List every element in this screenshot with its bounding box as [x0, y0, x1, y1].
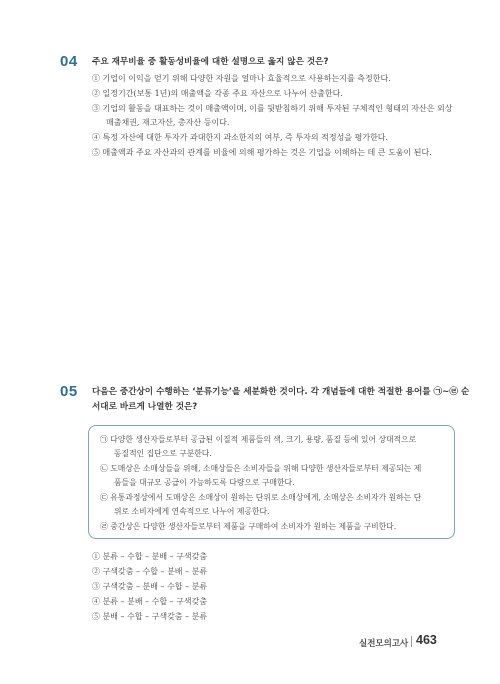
q05-option-4: ④ 분류 – 분배 – 수합 – 구색갖춤	[92, 597, 208, 606]
question-04-text: 주요 재무비율 중 활동성비율에 대한 설명으로 옳지 않은 것은?	[92, 57, 329, 67]
question-05-text-line1: 다음은 중간상이 수행하는 ‘분류기능’을 세분화한 것이다. 각 개념들에 대한 적절한 용어를 ㉠~㉣ 순	[92, 387, 470, 397]
page-number: 463	[416, 633, 437, 647]
box-item-3: ㉢ 유통과정상에서 도매상은 소매상이 원하는 단위로 소매상에게, 소매상은 소비자가 원하는 단	[100, 493, 422, 502]
question-number-04: 04	[60, 53, 78, 70]
footer-divider	[411, 636, 412, 647]
box-item-4: ㉣ 중간상은 다양한 생산자들로부터 제품을 구매하여 소비자가 원하는 제품을 구비한다.	[100, 522, 397, 531]
q04-option-1: ① 기업이 이익을 얻기 위해 다양한 자원을 얼마나 효율적으로 사용하는지를 측정한다.	[92, 74, 391, 83]
q04-option-2: ② 일정기간(보통 1년)의 매출액을 각종 주요 자산으로 나누어 산출한다.	[92, 89, 343, 98]
q05-option-3: ③ 구색갖춤 – 분배 – 수합 – 분류	[92, 582, 208, 591]
box-item-1: ㉠ 다양한 생산자들로부터 공급된 이질적 제품들의 색, 크기, 용량, 품질 등에 있어 상대적으로	[100, 435, 417, 444]
box-item-2-continued: 품들을 대규모 공급이 가능하도록 다량으로 구매한다.	[114, 478, 295, 487]
box-item-1-continued: 동질적인 집단으로 구분한다.	[114, 449, 212, 458]
footer-section-title: 실전모의고사	[359, 639, 409, 649]
box-item-2: ㉡ 도매상은 소매상들을 위해, 소매상들은 소비자들을 위해 다양한 생산자들로부터 제공되는 제	[100, 464, 422, 473]
box-item-3-continued: 위로 소비자에게 연속적으로 나누어 제공한다.	[114, 507, 270, 516]
q04-option-5: ⑤ 매출액과 주요 자산과의 관계를 비율에 의해 평가하는 것은 기업을 이해하는 데 큰 도움이 된다.	[92, 148, 432, 157]
q05-option-5: ⑤ 분배 – 수합 – 구색갖춤 – 분류	[92, 612, 208, 621]
q04-option-3: ③ 기업의 활동을 대표하는 것이 매출액이며, 이를 뒷받침하기 위해 투자된 구체적인 형태의 자산은 외상	[92, 104, 453, 113]
question-05-text-line2: 서대로 바르게 나열한 것은?	[92, 402, 198, 412]
q04-option-4: ④ 특정 자산에 대한 투자가 과대한지 과소한지의 여부, 즉 투자의 적정성을 평가한다.	[92, 133, 389, 142]
q04-option-3-continued: 매출채권, 재고자산, 총자산 등이다.	[106, 118, 230, 127]
q05-option-2: ② 구색갖춤 – 수합 – 분배 – 분류	[92, 567, 208, 576]
q05-option-1: ① 분류 – 수합 – 분배 – 구색갖춤	[92, 552, 208, 561]
question-number-05: 05	[60, 383, 78, 400]
